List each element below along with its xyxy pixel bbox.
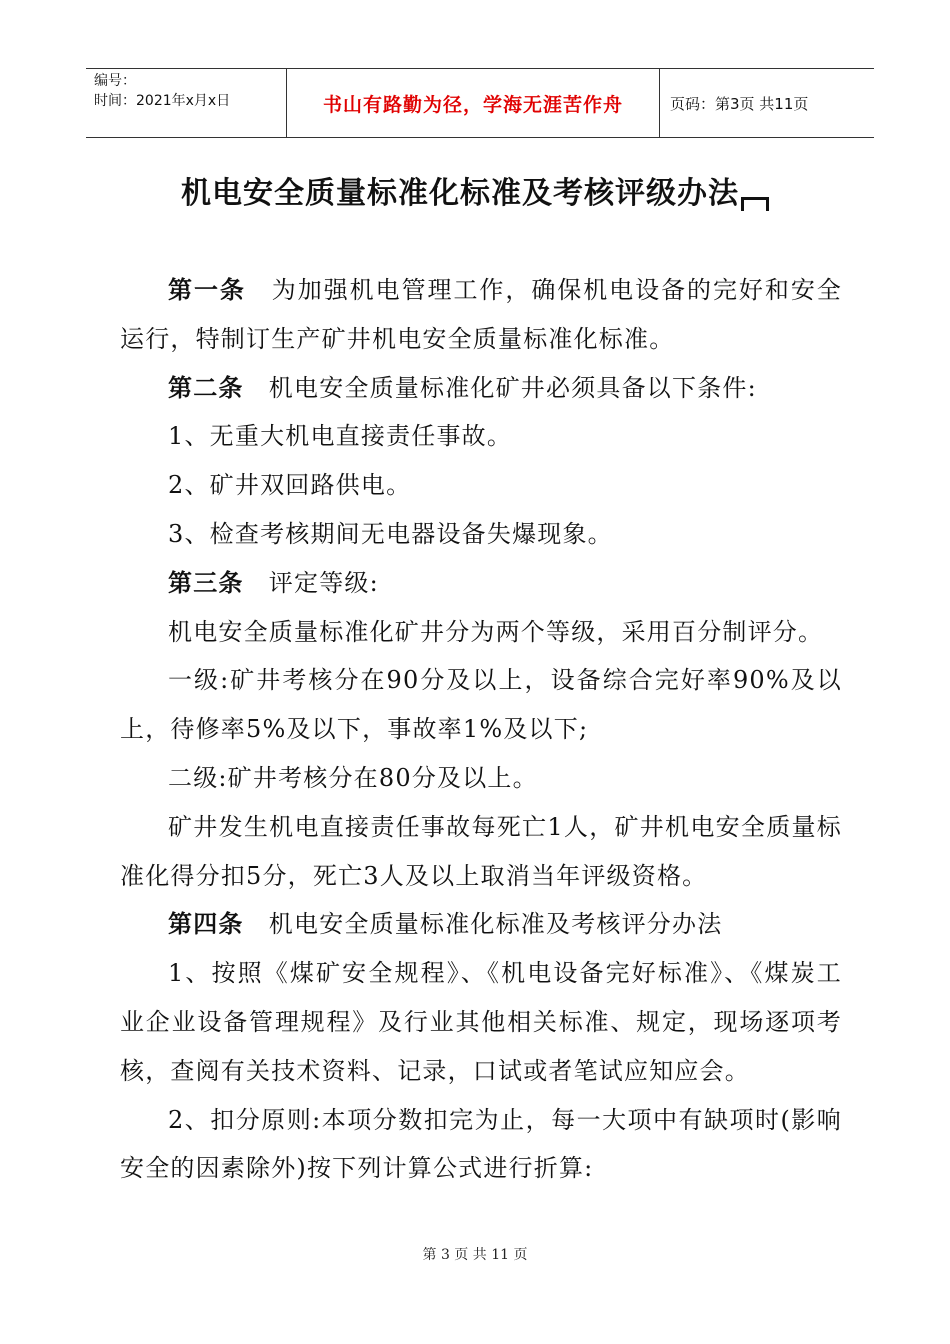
number-label: 编号： — [94, 73, 136, 89]
paragraph — [120, 608, 842, 657]
paragraph — [120, 656, 842, 754]
paragraph-text: 3、检查考核期间无电器设备失爆现象。 — [168, 519, 613, 548]
paragraph-text: 为加强机电管理工作，确保机电设备的完好和安全运行，特制订生产矿井机电安全质量标准化标准。 — [120, 276, 842, 353]
paragraph — [120, 900, 842, 949]
header-motto: 书山有路勤为径，学海无涯苦作舟 — [286, 69, 660, 137]
paragraph — [120, 266, 842, 364]
paragraph — [120, 803, 842, 901]
article-lead: 第一条 — [168, 276, 246, 304]
document-title: 机电安全质量标准化标准及考核评级办法 — [181, 176, 739, 211]
paragraph-text: 机电安全质量标准化矿井必须具备以下条件: — [243, 373, 757, 402]
header-meta — [86, 69, 286, 137]
paragraph — [120, 559, 842, 608]
paragraph-text: 二级:矿井考核分在80分及以上。 — [168, 763, 538, 792]
paragraph — [120, 1096, 842, 1194]
paragraph — [120, 461, 842, 510]
paragraph — [120, 754, 842, 803]
paragraph-text: 2、扣分原则:本项分数扣完为止，每一大项中有缺项时(影响安全的因素除外)按下列计算公式进行折算: — [120, 1105, 842, 1183]
title-bracket-mark — [741, 197, 769, 211]
paragraph-text: 评定等级: — [243, 568, 379, 597]
page-header — [86, 68, 874, 138]
paragraph-text: 机电安全质量标准化矿井分为两个等级，采用百分制评分。 — [168, 617, 824, 646]
paragraph — [120, 412, 842, 461]
article-lead: 第四条 — [168, 910, 244, 939]
paragraph-text: 2、矿井双回路供电。 — [168, 471, 412, 500]
paragraph-text: 一级:矿井考核分在90分及以上，设备综合完好率90%及以上，待修率5%及以下，事故率1%及以下; — [120, 666, 842, 744]
header-page-info: 页码：第3页 共11页 — [670, 94, 809, 113]
paragraph — [120, 364, 842, 413]
document-title-row — [0, 168, 950, 212]
paragraph — [120, 949, 842, 1095]
paragraph-text: 矿井发生机电直接责任事故每死亡1人，矿井机电安全质量标准化得分扣5分，死亡3人及以上取消当年评级资格。 — [120, 812, 842, 890]
paragraph-text: 1、按照《煤矿安全规程》、《机电设备完好标准》、《煤炭工业企业设备管理规程》及行业其他相关标准、规定，现场逐项考核，查阅有关技术资料、记录，口试或者笔试应知应会。 — [120, 959, 842, 1085]
time-label: 时间：2021年x月x日 — [94, 93, 231, 109]
paragraph-text: 机电安全质量标准化标准及考核评分办法 — [243, 910, 723, 939]
paragraph-text: 1、无重大机电直接责任事故。 — [168, 422, 513, 451]
document-body — [120, 266, 842, 1193]
article-lead: 第三条 — [168, 568, 244, 597]
article-lead: 第二条 — [168, 373, 244, 402]
page-footer: 第 3 页 共 11 页 — [422, 1247, 528, 1263]
paragraph — [120, 510, 842, 559]
